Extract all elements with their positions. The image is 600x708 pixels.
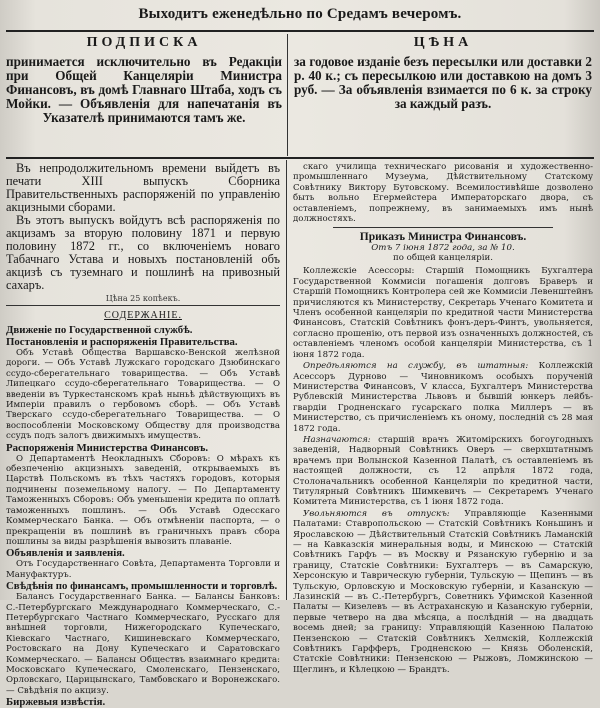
masthead: Выходитъ еженедѣльно по Средамъ вечеромъ. (138, 6, 462, 22)
order-paragraphs (293, 266, 593, 675)
contents-title: СОДЕРЖАНІЕ. (104, 310, 182, 321)
subscription-heading: ПОДПИСКА (86, 35, 202, 50)
order-paragraph-lead: Назначаются: (303, 434, 379, 445)
contents-section-text: Отъ Государственнаго Совѣта, Департамента Торговли и Мануфактуръ. (6, 559, 280, 580)
contents-section-heading: Объявленія и заявленія. (6, 547, 125, 560)
order-paragraph-lead: Опредѣляются на службу, въ штатныя: (303, 361, 539, 372)
announcement-rule (6, 305, 280, 306)
subscription-box (6, 35, 282, 155)
order-title: Приказъ Министра Финансовъ. (359, 231, 527, 244)
header-divider (287, 34, 288, 156)
order-paragraph (293, 266, 593, 360)
contents-section-text: Балансъ Государственнаго Банка. — Балансы Банковъ: С.-Петербургскаго Международнаго Коммерческаго, С.-Петербургскаго Частнаго Коммерческаго, Русскаго для внѣшней торговли, Нижегородскаго Купеческаго, Кіевскаго Частнаго, Кишиневскаго Коммерческаго, Ростовскаго на Дону Купеческаго и Саратовскаго Коммерческаго. — Балансы Обществъ взаимнаго кредита: Московскаго Купеческаго, Смоленскаго, Пензенскаго, Орловскаго, Царицынскаго, Тамбовскаго и Воронежскаго. — Свѣдѣнія по акцизу. (6, 592, 280, 696)
announcement-paragraph-1: Въ непродолжительномъ времени выйдетъ въ печати XIII выпускъ Сборника Правительственныхъ распоряженій по управленію акцизными сборами. (6, 161, 280, 214)
order-paragraph (293, 361, 593, 434)
masthead-rule (6, 30, 594, 32)
right-top-text: скаго училища техническаго рисованія и художественно-промышленнаго Музеума, Дѣйствительному Статскому Совѣтнику Виктору Бутовскому. Всемилостивѣйше дозволено быть вольно Егермейстера Императорскаго двора, съ оставленіемъ, попрежнему, въ занимаемыхъ имъ нынѣ должностяхъ. (293, 162, 593, 225)
contents-section-text: Объ Уставѣ Общества Варшавско-Венской желѣзной дороги. — Объ Уставѣ Лужскаго городскаго Дзюбинскаго ссудо-сберегательнаго товарищества. — Объ Уставѣ Липецкаго ссудо-сберегательнаго Товарищества. — О введеніи въ Туркестанскомъ краѣ ныньѣ дѣйствующихъ въ Имперіи правилъ о гербовомъ сборѣ. — Объ Уставѣ Тверскаго ссудо-сберегательнаго Товарищества. — О воспособленіи Московскому Обществу для производства ссудъ подъ залогъ движимыхъ имуществъ. (6, 348, 280, 442)
header-bottom-rule (6, 157, 594, 159)
order-date: Отъ 7 іюня 1872 года, за № 10. (371, 243, 515, 254)
order-paragraph (293, 435, 593, 508)
price-box (294, 35, 592, 155)
announcement-price-note: Цѣна 25 копѣекъ. (105, 294, 181, 303)
order-paragraph-text: старшій врачъ Житомірскихъ богоугодныхъ заведеній, Надворный Совѣтникъ Оверъ — сверхштатнымъ врачемъ при Волынской Казенной Палатѣ, съ оставленіемъ въ настоящей должности, съ 12 апрѣля 1872 года, Столоначальникъ особенной Канцеляріи по кредитной части, Титулярный Совѣтникъ Шимкевичъ — Секретаремъ Ученаго Комитета Министерства, съ 1 іюня 1872 года. (293, 434, 593, 508)
order-subtitle: по общей канцеляріи. (393, 253, 493, 264)
contents-list (6, 324, 280, 708)
order-rule (333, 227, 553, 228)
contents-section-heading: Биржевыя извѣстія. (6, 696, 106, 708)
order-paragraph (293, 509, 593, 676)
right-column (293, 162, 593, 675)
contents-section-heading: Постановленія и распоряженія Правительства. (6, 336, 238, 348)
announcement-paragraph-2: Въ этотъ выпускъ войдутъ всѣ распоряженія по акцизамъ за вторую половину 1871 и первую половину 1872 гг., со включеніемъ новаго Табачнаго Устава и новыхъ постановленій объ акцизѣ съ туземнаго и пошлинѣ на привозный сахаръ. (6, 213, 280, 292)
order-paragraph-lead: Увольняются въ отпускъ: (303, 508, 465, 519)
contents-section-heading: Свѣдѣнія по финансамъ, промышленности и торговлѣ. (6, 580, 278, 593)
column-divider (286, 160, 287, 600)
contents-section-heading: Движеніе по Государственной службѣ. (6, 324, 193, 336)
subscription-text: принимается исключительно въ Редакціи при Общей Канцеляріи Министра Финансовъ, въ домѣ Главнаго Штаба, ходъ съ Мойки. — Объявленія для напечатанія въ Указателѣ принимаются тамъ же. (6, 54, 282, 125)
order-paragraph-text: Коллежскіе Асессоры: Старшій Помощникъ Бухгалтера Государственной Коммисіи погашенія долговъ Браверъ и Старшій Помощникъ Контролера сей же Коммисіи Левенштейнъ причисляются къ Министерству, Секретарь Ученаго Комитета и Членъ особенной канцеляріи по кредитной части Министерства Финансовъ, Статскій Совѣтникъ фонъ-деръ-Финтъ, увольняется, согласно прошенію, отъ первой изъ означенныхъ должностей, съ оставленіемъ членомъ особой канцеляріи Министерства, съ 1 іюня 1872 года. (293, 266, 593, 360)
contents-section-text: О Департаментѣ Неокладныхъ Сборовъ: О мѣрахъ къ обезпеченію акцизныхъ заведеній, открываемыхъ въ Царствѣ Польскомъ въ тѣхъ частяхъ городовъ, которыя подчинены поземельному налогу. — По Департаменту Таможенныхъ Сборовъ: Объ уменьшеніи кредита по оплатѣ таможенныхъ пошлинъ. — Объ Уставѣ Одесскаго Коммерческаго Банка. — Объ отмѣненіи паспорта, — о прекращеніи въ пошлинѣ въ граничныхъ правъ сбора пошлины за виды разрѣшенія вывозить плаваніе. (6, 453, 280, 547)
order-paragraph-text: Коллежскій Асессоръ Дурново — Чиновникомъ особыхъ порученій Министерства Финансовъ, V класса, Бухгалтеръ Министерства Рублевскій Министерства Львовъ и бывшій юнкеръ лейбъ-гвардіи Гродненскаго гусарскаго полка Миллеръ — въ Министерство, съ причисленіемъ къ оному, последній съ 28 мая 1872 года. (293, 361, 593, 434)
price-heading: ЦѢНА (413, 35, 473, 50)
left-column (6, 161, 280, 708)
price-text: за годовое изданіе безъ пересылки или доставки 2 р. 40 к.; съ пересылкою или доставкою на домъ 3 руб. — За объявленія взимается по 6 к. за строку за каждый разъ. (294, 54, 592, 111)
contents-section-heading: Распоряженія Министерства Финансовъ. (6, 441, 209, 454)
order-paragraph-text: Управляющіе Казенными Палатами: Ставропольскою — Статскій Совѣтникъ Коньшинъ и Ярославскою — Дѣйствительный Статскій Совѣтникъ Ламанскій — на Кавказскія минеральныя воды, и Минскою — Статскій Совѣтникъ Гарфъ — въ Москву и Рязанскую губернію и за границу, Статскіе Совѣтники: Бухгалтеръ — въ Самарскую, Херсонскую и Таврическую губерніи, Тульскую — Щепинъ — въ Тульскую, Орловскую и Московскую губерніи, и Казанскую — Лазинскій — въ С.-Петербургъ, Советникъ Уфимской Казенной Палаты — Кизелевъ — въ Астраханскую и Казанскую губерніи, первые четверо на два мѣсяца, а послѣдній — на двадцать восемь дней; за границу: Управляющій Казенною Палатою Пензенскою — Статскій Совѣтникъ Хелмскій, Коллежскій Совѣтникъ Гарфферъ, Гродненскою — Князь Оболенскій, Статскіе Совѣтники: Пензенскою — Рыжовъ, Ломжинскою — Щеглинъ, и Кѣлецкою — Брандтъ. (293, 508, 593, 675)
